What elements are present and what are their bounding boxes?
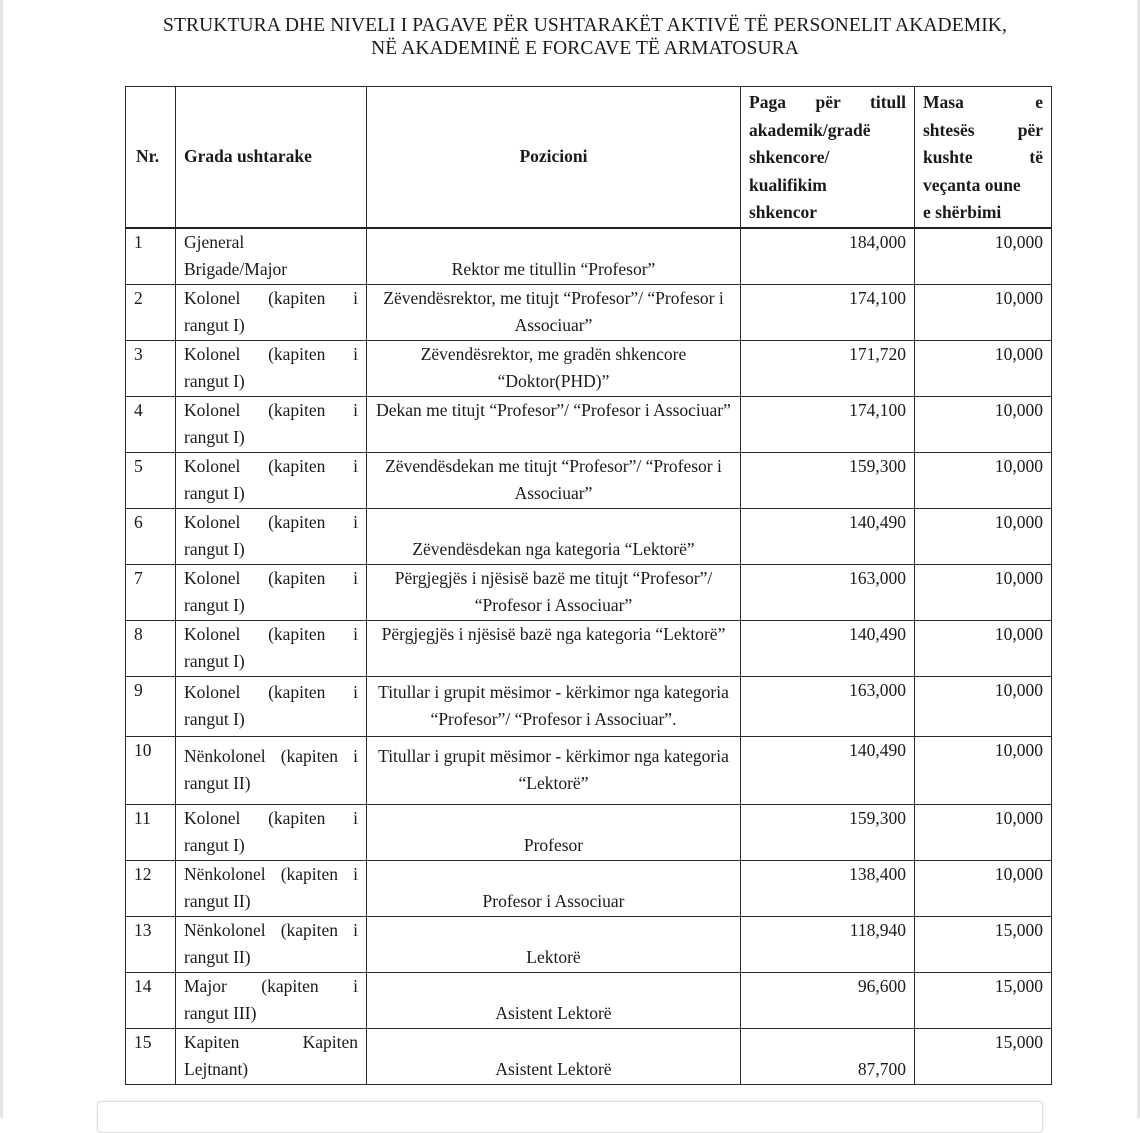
cell-pozicioni: Titullar i grupit mësimor - kërkimor nga kategoria “Profesor”/ “Profesor i Associuar”. — [367, 676, 741, 736]
cell-grada: Gjeneral Brigade/Major — [176, 228, 367, 285]
cell-grada: Major (kapiten i rangut III) — [176, 972, 367, 1028]
cell-pozicioni: Profesor — [367, 804, 741, 860]
cell-grada: Kolonel (kapiten i rangut I) — [176, 452, 367, 508]
cell-grada: Kolonel (kapiten i rangut I) — [176, 676, 367, 736]
table-row — [126, 340, 1052, 396]
cell-grada: Kapiten Kapiten Lejtnant) — [176, 1028, 367, 1084]
header-masa-line: e shërbimi — [923, 202, 1002, 222]
table-row — [126, 284, 1052, 340]
header-paga-line: akademik/gradë — [749, 119, 871, 140]
cell-grada: Nënkolonel (kapiten i rangut II) — [176, 916, 367, 972]
cell-nr: 10 — [126, 736, 176, 804]
header-masa-line: shtesës për — [923, 119, 1043, 140]
cell-paga: 96,600 — [741, 972, 915, 1028]
table-row — [126, 916, 1052, 972]
cell-masa: 10,000 — [915, 676, 1052, 736]
cell-paga: 140,490 — [741, 736, 915, 804]
cell-paga: 174,100 — [741, 284, 915, 340]
cell-masa: 10,000 — [915, 736, 1052, 804]
cell-pozicioni: Profesor i Associuar — [367, 860, 741, 916]
header-paga — [741, 87, 915, 228]
header-paga-line: Paga për titull — [749, 92, 906, 112]
cell-paga: 174,100 — [741, 396, 915, 452]
cell-grada: Kolonel (kapiten i rangut I) — [176, 508, 367, 564]
cell-paga: 138,400 — [741, 860, 915, 916]
cell-paga: 163,000 — [741, 564, 915, 620]
cell-nr: 3 — [126, 340, 176, 396]
cell-pozicioni: Asistent Lektorë — [367, 972, 741, 1028]
table-header-row — [126, 87, 1052, 228]
next-page-card — [97, 1101, 1043, 1133]
header-pozicioni: Pozicioni — [367, 87, 741, 228]
cell-pozicioni: Përgjegjës i njësisë bazë nga kategoria “Lektorë” — [367, 620, 741, 676]
table-row — [126, 736, 1052, 804]
table-row — [126, 1028, 1052, 1084]
cell-paga: 118,940 — [741, 916, 915, 972]
table-row — [126, 860, 1052, 916]
cell-pozicioni: Përgjegjës i njësisë bazë me titujt “Profesor”/ “Profesor i Associuar” — [367, 564, 741, 620]
cell-grada: Nënkolonel (kapiten i rangut II) — [176, 860, 367, 916]
cell-nr: 11 — [126, 804, 176, 860]
cell-grada: Kolonel (kapiten i rangut I) — [176, 340, 367, 396]
table-row — [126, 564, 1052, 620]
cell-paga: 171,720 — [741, 340, 915, 396]
cell-pozicioni: Lektorë — [367, 916, 741, 972]
cell-pozicioni: Dekan me titujt “Profesor”/ “Profesor i Associuar” — [367, 396, 741, 452]
cell-masa: 10,000 — [915, 396, 1052, 452]
cell-paga: 159,300 — [741, 804, 915, 860]
header-paga-line: kualifikim — [749, 174, 827, 195]
cell-nr: 2 — [126, 284, 176, 340]
cell-paga: 159,300 — [741, 452, 915, 508]
cell-paga: 140,490 — [741, 620, 915, 676]
cell-paga: 140,490 — [741, 508, 915, 564]
table-row — [126, 396, 1052, 452]
cell-pozicioni: Zëvendësdekan me titujt “Profesor”/ “Profesor i Associuar” — [367, 452, 741, 508]
cell-nr: 4 — [126, 396, 176, 452]
table-row — [126, 228, 1052, 285]
salary-table — [125, 86, 1052, 1085]
cell-pozicioni: Zëvendësrektor, me gradën shkencore “Doktor(PHD)” — [367, 340, 741, 396]
header-masa-line: veçanta oune — [923, 174, 1021, 195]
document-title-line-2: NË AKADEMINË E FORCAVE TË ARMATOSURA — [371, 38, 799, 59]
cell-nr: 8 — [126, 620, 176, 676]
cell-pozicioni: Zëvendësdekan nga kategoria “Lektorë” — [367, 508, 741, 564]
cell-grada: Nënkolonel (kapiten i rangut II) — [176, 736, 367, 804]
table-row — [126, 620, 1052, 676]
page-edge-left — [0, 0, 3, 1118]
header-nr: Nr. — [126, 87, 176, 228]
cell-masa: 10,000 — [915, 284, 1052, 340]
document-title — [0, 14, 1140, 60]
cell-paga: 163,000 — [741, 676, 915, 736]
cell-pozicioni: Rektor me titullin “Profesor” — [367, 228, 741, 285]
header-masa — [915, 87, 1052, 228]
cell-grada: Kolonel (kapiten i rangut I) — [176, 284, 367, 340]
cell-nr: 1 — [126, 228, 176, 285]
cell-paga: 87,700 — [741, 1028, 915, 1084]
table-row — [126, 804, 1052, 860]
cell-grada: Kolonel (kapiten i rangut I) — [176, 804, 367, 860]
cell-grada: Kolonel (kapiten i rangut I) — [176, 620, 367, 676]
cell-grada: Kolonel (kapiten i rangut I) — [176, 396, 367, 452]
cell-masa: 15,000 — [915, 972, 1052, 1028]
table-row — [126, 676, 1052, 736]
cell-nr: 14 — [126, 972, 176, 1028]
cell-nr: 15 — [126, 1028, 176, 1084]
cell-masa: 10,000 — [915, 620, 1052, 676]
table-row — [126, 452, 1052, 508]
header-masa-line: kushte të — [923, 147, 1043, 167]
cell-grada: Kolonel (kapiten i rangut I) — [176, 564, 367, 620]
cell-nr: 6 — [126, 508, 176, 564]
table-row — [126, 508, 1052, 564]
header-grada: Grada ushtarake — [176, 87, 367, 228]
header-paga-line: shkencor — [749, 202, 818, 222]
cell-masa: 10,000 — [915, 452, 1052, 508]
cell-pozicioni: Titullar i grupit mësimor - kërkimor nga kategoria “Lektorë” — [367, 736, 741, 804]
cell-paga: 184,000 — [741, 228, 915, 285]
cell-pozicioni: Zëvendësrektor, me titujt “Profesor”/ “Profesor i Associuar” — [367, 284, 741, 340]
cell-nr: 12 — [126, 860, 176, 916]
cell-nr: 9 — [126, 676, 176, 736]
cell-nr: 13 — [126, 916, 176, 972]
cell-masa: 10,000 — [915, 228, 1052, 285]
cell-masa: 10,000 — [915, 340, 1052, 396]
cell-masa: 10,000 — [915, 804, 1052, 860]
cell-pozicioni: Asistent Lektorë — [367, 1028, 741, 1084]
cell-nr: 7 — [126, 564, 176, 620]
header-masa-line: Masa e — [923, 92, 1043, 112]
cell-masa: 15,000 — [915, 916, 1052, 972]
table-row — [126, 972, 1052, 1028]
cell-masa: 10,000 — [915, 508, 1052, 564]
header-paga-line: shkencore/ — [749, 147, 830, 167]
cell-masa: 10,000 — [915, 564, 1052, 620]
cell-masa: 10,000 — [915, 860, 1052, 916]
cell-masa: 15,000 — [915, 1028, 1052, 1084]
document-title-line-1: STRUKTURA DHE NIVELI I PAGAVE PËR USHTARAKËT AKTIVË TË PERSONELIT AKADEMIK, — [163, 15, 1007, 36]
cell-nr: 5 — [126, 452, 176, 508]
